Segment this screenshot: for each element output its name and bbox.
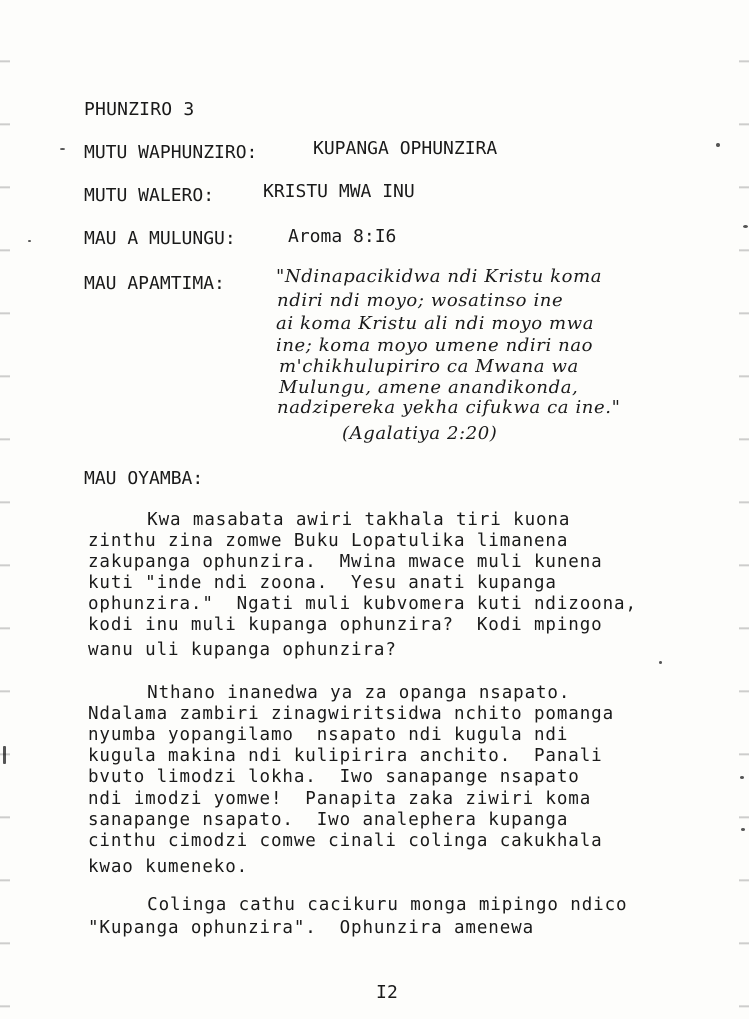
memory-verse-line: m'chikhulupiriro ca Mwana wa — [279, 356, 579, 377]
paragraph-line: sanapange nsapato. Iwo analephera kupanga — [88, 810, 569, 830]
subject-label: MUTU WALERO: — [84, 185, 215, 206]
intro-label: MAU OYAMBA: — [84, 468, 204, 489]
paragraph-line: "Kupanga ophunzira". Ophunzira amenewa — [88, 918, 534, 938]
scan-edge-left — [0, 0, 10, 1019]
paragraph-line: Ndalama zambiri zinagwiritsidwa nchito pomanga — [88, 704, 615, 724]
paragraph-line: ophunzira." Ngati muli kubvomera kuti ndizoona, — [88, 594, 637, 614]
topic-label: MUTU WAPHUNZIRO: — [84, 142, 258, 163]
paragraph-line: zinthu zina zomwe Buku Lopatulika limanena — [88, 531, 569, 551]
paragraph-line: Colinga cathu cacikuru monga mipingo ndico — [90, 895, 628, 915]
memory-verse-line: ai koma Kristu ali ndi moyo mwa — [276, 313, 595, 334]
topic-value: KUPANGA OPHUNZIRA — [313, 138, 498, 159]
paragraph-line: Nthano inanedwa ya za opanga nsapato. — [90, 683, 571, 703]
paragraph-line: kwao kumeneko. — [88, 857, 249, 877]
scan-edge-right — [739, 0, 749, 1019]
paragraph-line: Kwa masabata awiri takhala tiri kuona — [90, 510, 571, 530]
scan-speck — [28, 240, 31, 242]
paragraph-line: ndi imodzi yomwe! Panapita zaka ziwiri koma — [88, 789, 592, 809]
scan-speck — [60, 148, 65, 150]
paragraph-line: zakupanga ophunzira. Mwina mwace muli kunena — [88, 552, 603, 572]
memory-verse-line: Mulungu, amene anandikonda, — [279, 377, 579, 398]
scripture-label: MAU A MULUNGU: — [84, 228, 236, 249]
memory-verse-reference: (Agalatiya 2:20) — [342, 423, 498, 444]
scripture-value: Aroma 8:I6 — [288, 226, 397, 247]
paragraph-line: kodi inu muli kupanga ophunzira? Kodi mpingo — [88, 615, 603, 635]
paragraph-line: nyumba yopangilamo nsapato ndi kugula ndi — [88, 725, 569, 745]
memory-verse-label: MAU APAMTIMA: — [84, 273, 225, 294]
paragraph-line: kuti "inde ndi zoona. Yesu anati kupanga — [88, 573, 557, 593]
lesson-title: PHUNZIRO 3 — [84, 99, 195, 120]
memory-verse-line: ine; koma moyo umene ndiri nao — [276, 335, 594, 356]
memory-verse-line: "Ndinapacikidwa ndi Kristu koma — [276, 266, 603, 287]
scan-speck — [716, 143, 720, 147]
scan-speck — [659, 661, 662, 664]
memory-verse-line: nadzipereka yekha cifukwa ca ine." — [277, 397, 621, 418]
subject-value: KRISTU MWA INU — [263, 181, 415, 202]
memory-verse-line: ndiri ndi moyo; wosatinso ine — [277, 290, 564, 311]
paragraph-line: bvuto limodzi lokha. Iwo sanapange nsapato — [88, 767, 580, 787]
paragraph-line: wanu uli kupanga ophunzira? — [88, 640, 397, 660]
paragraph-line: kugula makina ndi kulipirira anchito. Panali — [88, 746, 603, 766]
paragraph-line: cinthu cimodzi comwe cinali colinga cakukhala — [88, 831, 603, 851]
page-number: I2 — [376, 982, 399, 1003]
